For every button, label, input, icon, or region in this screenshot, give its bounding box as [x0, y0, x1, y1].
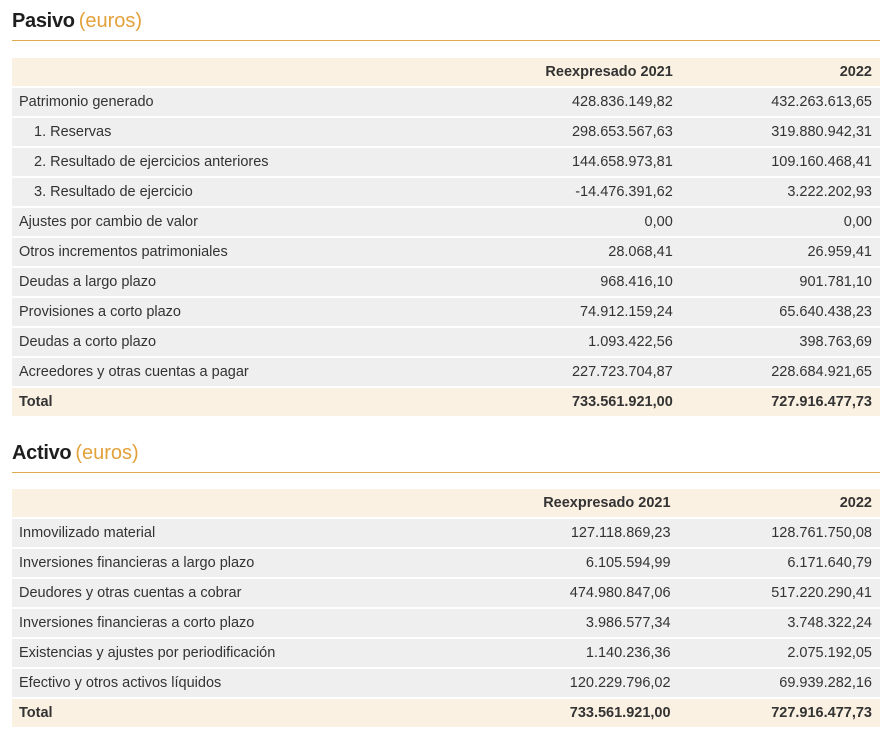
- row-label: Inversiones financieras a largo plazo: [12, 549, 483, 579]
- table-row: [12, 148, 880, 178]
- row-value-2022: 228.684.921,65: [681, 358, 880, 388]
- total-row: [12, 388, 880, 418]
- activo-title: Activo: [12, 442, 72, 464]
- row-value-2021: 1.093.422,56: [487, 328, 681, 358]
- row-value-2022: 3.748.322,24: [679, 609, 880, 639]
- row-value-2022: 128.761.750,08: [679, 519, 880, 549]
- total-value-2021: 733.561.921,00: [487, 388, 681, 418]
- row-value-2022: 65.640.438,23: [681, 298, 880, 328]
- row-label: Acreedores y otras cuentas a pagar: [12, 358, 487, 388]
- pasivo-table: [12, 58, 880, 418]
- row-value-2021: 6.105.594,99: [483, 549, 679, 579]
- row-value-2022: 109.160.468,41: [681, 148, 880, 178]
- header-col-2021: Reexpresado 2021: [483, 489, 679, 519]
- table-row: [12, 328, 880, 358]
- table-row: [12, 609, 880, 639]
- pasivo-unit: (euros): [78, 10, 143, 32]
- activo-table: [12, 489, 880, 729]
- row-label: Inmovilizado material: [12, 519, 483, 549]
- row-value-2021: -14.476.391,62: [487, 178, 681, 208]
- table-row: [12, 639, 880, 669]
- pasivo-title: Pasivo: [12, 10, 75, 32]
- row-label: Provisiones a corto plazo: [12, 298, 487, 328]
- row-label: Existencias y ajustes por periodificación: [12, 639, 483, 669]
- row-value-2022: 432.263.613,65: [681, 88, 880, 118]
- row-value-2021: 3.986.577,34: [483, 609, 679, 639]
- header-col-2022: 2022: [679, 489, 880, 519]
- activo-title-row: [12, 432, 880, 473]
- row-label: Inversiones financieras a corto plazo: [12, 609, 483, 639]
- header-col-2022: 2022: [681, 58, 880, 88]
- row-value-2021: 298.653.567,63: [487, 118, 681, 148]
- row-value-2022: 6.171.640,79: [679, 549, 880, 579]
- activo-unit: (euros): [75, 442, 139, 464]
- row-label: Patrimonio generado: [12, 88, 487, 118]
- row-label: Otros incrementos patrimoniales: [12, 238, 487, 268]
- table-row: [12, 238, 880, 268]
- table-header-row: [12, 58, 880, 88]
- row-label: Efectivo y otros activos líquidos: [12, 669, 483, 699]
- table-row: [12, 669, 880, 699]
- table-row: [12, 579, 880, 609]
- row-label: 1. Reservas: [12, 118, 487, 148]
- row-label: 3. Resultado de ejercicio: [12, 178, 487, 208]
- row-value-2022: 0,00: [681, 208, 880, 238]
- pasivo-title-row: [12, 0, 880, 41]
- row-value-2021: 474.980.847,06: [483, 579, 679, 609]
- table-row: [12, 118, 880, 148]
- table-row: [12, 358, 880, 388]
- total-value-2021: 733.561.921,00: [483, 699, 679, 729]
- table-row: [12, 549, 880, 579]
- row-label: Ajustes por cambio de valor: [12, 208, 487, 238]
- table-row: [12, 208, 880, 238]
- row-value-2021: 968.416,10: [487, 268, 681, 298]
- total-label: Total: [12, 388, 487, 418]
- row-value-2021: 0,00: [487, 208, 681, 238]
- row-label: 2. Resultado de ejercicios anteriores: [12, 148, 487, 178]
- row-value-2022: 69.939.282,16: [679, 669, 880, 699]
- table-row: [12, 88, 880, 118]
- header-col-2021: Reexpresado 2021: [487, 58, 681, 88]
- header-label-cell: [12, 489, 483, 519]
- total-value-2022: 727.916.477,73: [681, 388, 880, 418]
- row-label: Deudas a largo plazo: [12, 268, 487, 298]
- row-label: Deudas a corto plazo: [12, 328, 487, 358]
- total-row: [12, 699, 880, 729]
- row-value-2022: 2.075.192,05: [679, 639, 880, 669]
- row-value-2022: 398.763,69: [681, 328, 880, 358]
- row-value-2022: 3.222.202,93: [681, 178, 880, 208]
- table-row: [12, 268, 880, 298]
- row-value-2021: 28.068,41: [487, 238, 681, 268]
- table-header-row: [12, 489, 880, 519]
- row-value-2022: 26.959,41: [681, 238, 880, 268]
- row-value-2021: 1.140.236,36: [483, 639, 679, 669]
- row-value-2022: 517.220.290,41: [679, 579, 880, 609]
- row-value-2021: 227.723.704,87: [487, 358, 681, 388]
- row-value-2021: 74.912.159,24: [487, 298, 681, 328]
- row-value-2021: 127.118.869,23: [483, 519, 679, 549]
- row-value-2021: 120.229.796,02: [483, 669, 679, 699]
- table-row: [12, 519, 880, 549]
- table-row: [12, 298, 880, 328]
- row-value-2022: 901.781,10: [681, 268, 880, 298]
- table-row: [12, 178, 880, 208]
- row-value-2021: 428.836.149,82: [487, 88, 681, 118]
- total-value-2022: 727.916.477,73: [679, 699, 880, 729]
- row-value-2021: 144.658.973,81: [487, 148, 681, 178]
- row-value-2022: 319.880.942,31: [681, 118, 880, 148]
- total-label: Total: [12, 699, 483, 729]
- row-label: Deudores y otras cuentas a cobrar: [12, 579, 483, 609]
- header-label-cell: [12, 58, 487, 88]
